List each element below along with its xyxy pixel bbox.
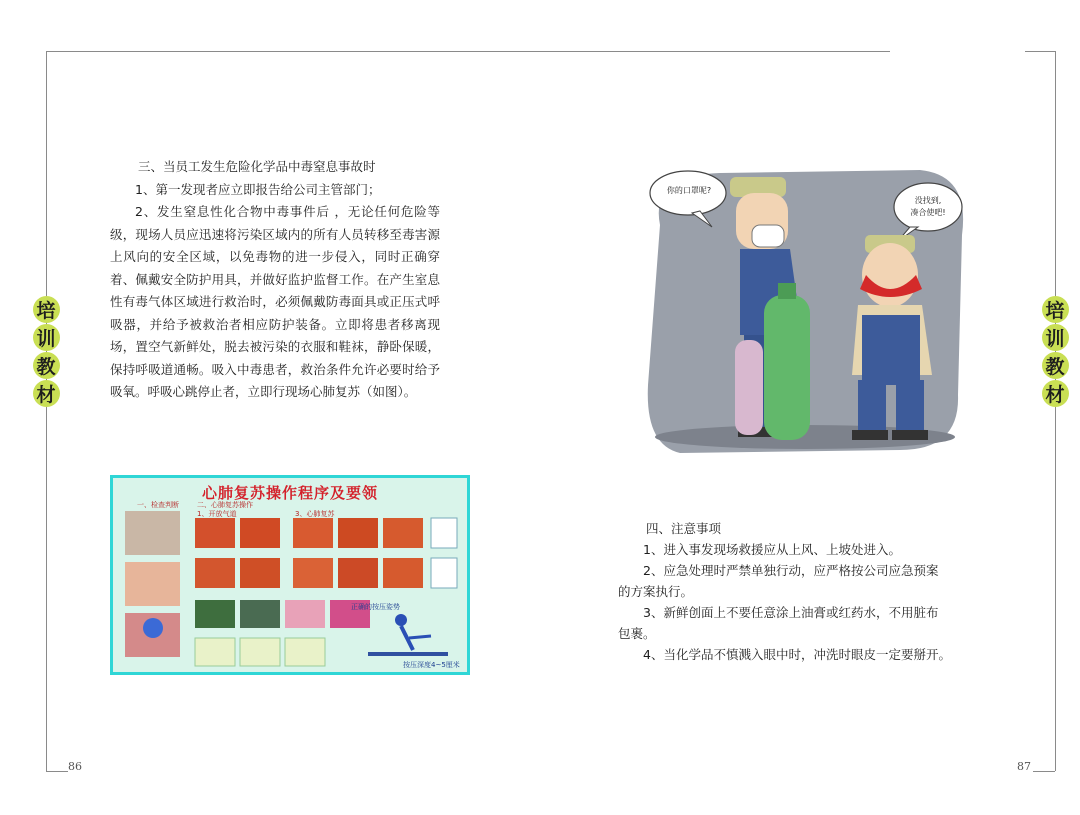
section4-item-3-cont: 包裹。: [618, 626, 656, 641]
cpr-caption: 正确的按压姿势: [351, 603, 400, 611]
cpr-poster-image: [110, 475, 470, 675]
right-page: [540, 0, 1080, 815]
bottom-corner-rule-right: [1033, 771, 1055, 772]
section3-heading: 三、当员工发生危险化学品中毒窒息事故时: [138, 159, 376, 174]
top-corner-rule-right: [1025, 51, 1055, 52]
side-tab-right: [1041, 296, 1069, 407]
top-rule-left: [46, 51, 540, 52]
section4-text: [618, 518, 978, 665]
section3-text: [110, 156, 440, 404]
speech-bubble-right-line2: 凑合使吧!: [910, 208, 946, 217]
side-tab-char: 教: [33, 352, 60, 379]
section3-paragraph-1: 1、第一发现者应立即报告给公司主管部门；: [135, 181, 381, 197]
cpr-caption: 3、心肺复苏: [295, 510, 335, 518]
cpr-caption: 二、心肺复苏操作: [197, 501, 253, 509]
mask-cartoon-illustration: [640, 165, 970, 455]
side-tab-char: 材: [33, 380, 60, 407]
left-margin-rule: [46, 51, 47, 771]
cpr-caption: 一、检查判断: [137, 501, 179, 509]
section4-heading: 四、注意事项: [646, 521, 722, 536]
right-margin-rule: [1055, 51, 1056, 771]
section4-item-2-cont: 的方案执行。: [618, 584, 694, 599]
section4-item-1: 1、进入事发现场救援应从上风、上坡处进入。: [643, 542, 901, 557]
side-tab-char: 训: [1042, 324, 1069, 351]
side-tab-left: [32, 296, 60, 407]
speech-bubble-right-line1: 没找到,: [914, 196, 942, 205]
side-tab-char: 教: [1042, 352, 1069, 379]
bottom-corner-rule-left: [46, 771, 68, 772]
page-number-right: 87: [1017, 760, 1031, 773]
page-number-left: 86: [68, 760, 82, 773]
section3-paragraph-2: 2、发生窒息性化合物中毒事件后 ，无论任何危险等级，现场人员应迅速将污染区域内的所有人员转移至毒害源上风向的安全区域，以免毒物的进一步侵入，同时正确穿着、佩戴安全防护用具，并做好监护监督工作。在产生室息性有毒气体区域进行救治时，必须佩戴防毒面具或正压式呼吸器，并给予被救治者相应防护装备。立即将患者移离现场，置空气新鲜处，脱去被污染的衣服和鞋袜，静卧保暖，保持呼吸道通畅。吸入中毒患者，救治条件允许必要时给予吸氧。呼吸心跳停止者，立即行现场心肺复苏（如图）。: [110, 204, 440, 399]
section4-item-3: 3、新鲜创面上不要任意涂上油膏或红药水，不用脏布: [643, 605, 939, 620]
side-tab-char: 培: [33, 296, 60, 323]
section4-item-4: 4、当化学品不慎溅入眼中时，冲洗时眼皮一定要掰开。: [643, 647, 951, 662]
side-tab-char: 培: [1042, 296, 1069, 323]
side-tab-char: 材: [1042, 380, 1069, 407]
top-rule-right: [540, 51, 890, 52]
cpr-poster-title: 心肺复苏操作程序及要领: [201, 484, 378, 502]
cpr-caption: 按压深度4~5厘米: [403, 661, 460, 669]
side-tab-char: 训: [33, 324, 60, 351]
speech-bubble-left: 你的口罩呢?: [666, 186, 712, 195]
cpr-caption: 1、开放气道: [197, 510, 237, 518]
section4-item-2: 2、应急处理时严禁单独行动，应严格按公司应急预案: [643, 563, 939, 578]
